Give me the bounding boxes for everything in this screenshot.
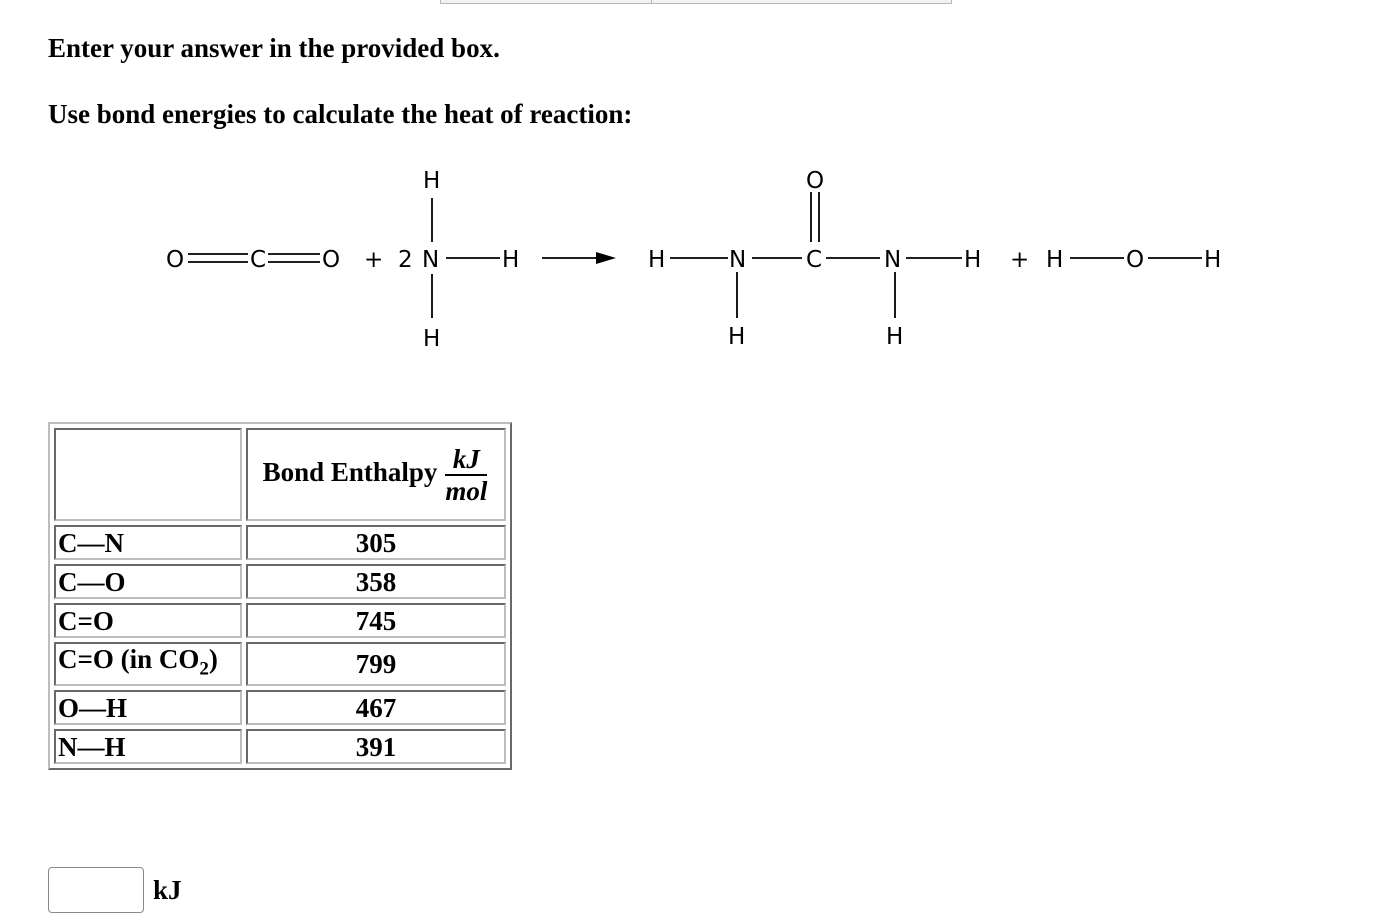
bond-name: N—H — [54, 729, 242, 764]
instruction-text: Enter your answer in the provided box. — [48, 33, 500, 63]
plus-sign: + — [1010, 247, 1030, 273]
column-header-label: Bond Enthalpy — [262, 456, 438, 487]
answer-input[interactable] — [48, 867, 144, 913]
ammonia-h-bottom: H — [423, 326, 441, 352]
urea-n-left: N — [729, 247, 747, 273]
top-toolbar-strip — [440, 0, 952, 4]
bond-name-subscript: 2 — [199, 658, 209, 680]
bond-name: C—O — [54, 564, 242, 599]
urea-c: C — [806, 247, 823, 273]
urea-n-right: N — [884, 247, 902, 273]
bond-name: C—N — [54, 525, 242, 560]
table-row — [54, 603, 506, 638]
bond-enthalpy-table — [48, 422, 512, 770]
bond-enthalpy-value: 799 — [246, 642, 506, 686]
table-row — [54, 690, 506, 725]
urea-h-bottom-right: H — [886, 324, 904, 350]
unit-denominator: mol — [445, 475, 488, 506]
unit-numerator: kJ — [445, 446, 487, 476]
co2-o-left: O — [166, 247, 185, 273]
co2-c: C — [250, 247, 267, 273]
ammonia-n: N — [422, 247, 440, 273]
table-row — [54, 564, 506, 599]
bond-name: C=O — [54, 603, 242, 638]
ammonia-h-top: H — [423, 168, 441, 194]
bond-enthalpy-value: 745 — [246, 603, 506, 638]
bond-name-suffix: ) — [208, 644, 218, 674]
bond-enthalpy-value: 391 — [246, 729, 506, 764]
table-row — [54, 729, 506, 764]
column-header — [246, 428, 506, 521]
answer-unit-label: kJ — [153, 875, 182, 905]
ammonia-coefficient: 2 — [398, 247, 413, 273]
table-corner-cell — [54, 428, 242, 521]
bond-name-text: C=O (in CO — [58, 644, 200, 674]
reaction-arrow-icon — [596, 252, 616, 264]
table-row — [54, 525, 506, 560]
table-header-row — [54, 428, 506, 521]
unit-fraction — [445, 443, 488, 506]
toolbar-divider — [651, 0, 652, 4]
urea-h-left: H — [648, 247, 666, 273]
urea-h-right: H — [964, 247, 982, 273]
question-text: Use bond energies to calculate the heat of reaction: — [48, 99, 633, 129]
water-h-right: H — [1204, 247, 1222, 273]
table-row — [54, 642, 506, 686]
plus-sign: + — [364, 247, 384, 273]
bond-name: O—H — [54, 690, 242, 725]
bond-enthalpy-value: 467 — [246, 690, 506, 725]
reaction-equation — [0, 150, 1382, 360]
bond-enthalpy-value: 358 — [246, 564, 506, 599]
bond-name — [54, 642, 242, 686]
water-o: O — [1126, 247, 1145, 273]
urea-o-top: O — [806, 168, 825, 194]
bond-enthalpy-value: 305 — [246, 525, 506, 560]
ammonia-h-right: H — [502, 247, 520, 273]
co2-o-right: O — [322, 247, 341, 273]
urea-h-bottom-left: H — [728, 324, 746, 350]
water-h-left: H — [1046, 247, 1064, 273]
